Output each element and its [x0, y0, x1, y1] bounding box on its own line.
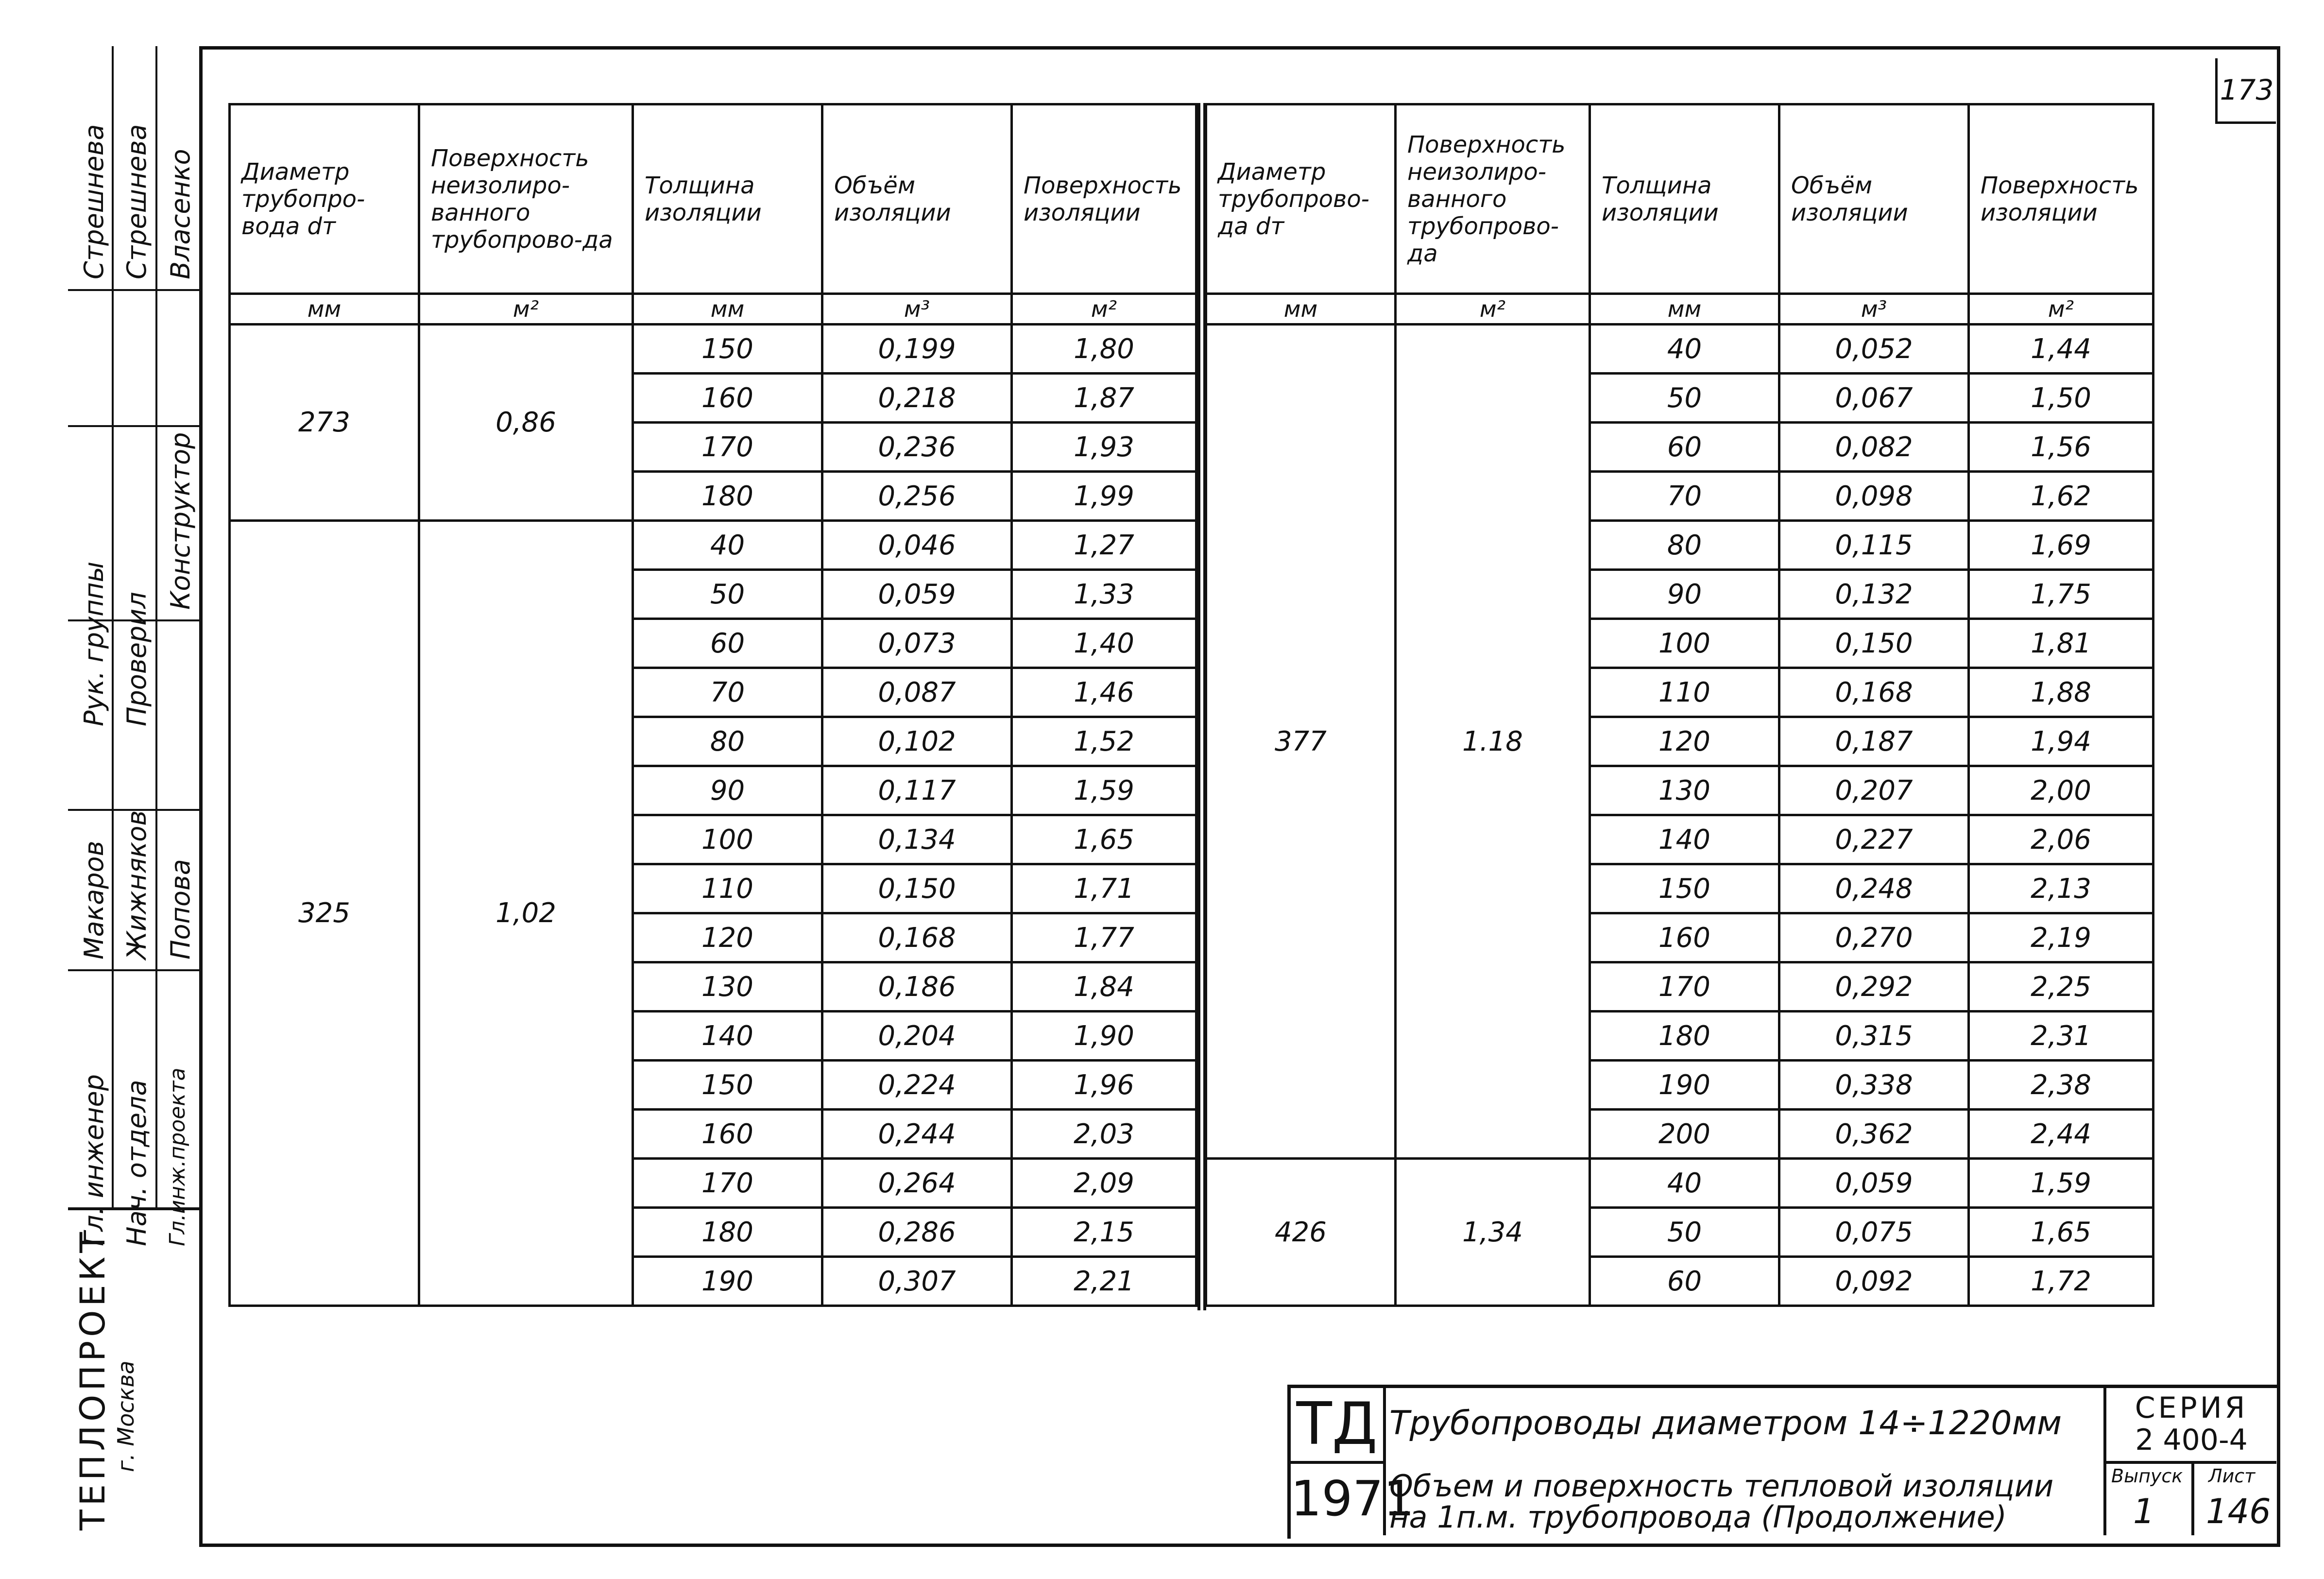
insulation-surface-cell: 1,80	[1012, 325, 1196, 374]
table-row	[230, 325, 1196, 374]
insulation-surface-cell: 1,56	[1969, 423, 2153, 472]
volume-cell: 0,059	[822, 570, 1012, 619]
insulation-surface-cell: 1,94	[1969, 717, 2153, 766]
thickness-cell: 80	[633, 717, 822, 766]
unit-cell: м²	[1012, 294, 1196, 325]
insulation-surface-cell: 1,46	[1012, 668, 1196, 717]
insulation-surface-cell: 2,25	[1969, 962, 2153, 1012]
org-city: г. Москва	[113, 1360, 139, 1472]
insulation-surface-cell: 1,40	[1012, 619, 1196, 668]
volume-cell: 0,199	[822, 325, 1012, 374]
insulation-surface-cell: 2,06	[1969, 815, 2153, 864]
title-line-3: на 1п.м. трубопровода (Продолжение)	[1389, 1499, 2007, 1535]
insulation-surface-cell: 1,96	[1012, 1061, 1196, 1110]
issue-value: 1	[2133, 1492, 2155, 1531]
stamp-name: Стрешнева	[79, 124, 109, 279]
insulation-table-right	[1205, 103, 2154, 1307]
volume-cell: 0,168	[1779, 668, 1969, 717]
volume-cell: 0,264	[822, 1159, 1012, 1208]
unit-cell: мм	[230, 294, 419, 325]
volume-cell: 0,150	[822, 864, 1012, 913]
volume-cell: 0,338	[1779, 1061, 1969, 1110]
unit-cell: мм	[633, 294, 822, 325]
volume-cell: 0,132	[1779, 570, 1969, 619]
pipe-diameter-cell: 426	[1206, 1159, 1396, 1306]
thickness-cell: 80	[1590, 521, 1779, 570]
insulation-surface-cell: 1,75	[1969, 570, 2153, 619]
series-cell	[2103, 1388, 2276, 1464]
unit-cell: м³	[822, 294, 1012, 325]
thickness-cell: 160	[633, 374, 822, 423]
series-value: 2 400-4	[2135, 1423, 2248, 1457]
volume-cell: 0,082	[1779, 423, 1969, 472]
volume-cell: 0,059	[1779, 1159, 1969, 1208]
volume-cell: 0,186	[822, 962, 1012, 1012]
bare-surface-cell: 1,34	[1396, 1159, 1590, 1306]
thickness-cell: 40	[1590, 325, 1779, 374]
insulation-surface-cell: 1,69	[1969, 521, 2153, 570]
volume-cell: 0,168	[822, 913, 1012, 962]
insulation-surface-cell: 1,65	[1012, 815, 1196, 864]
title-block	[1287, 1385, 2278, 1540]
pipe-diameter-cell: 377	[1206, 325, 1396, 1159]
sheet-value: 146	[2206, 1492, 2271, 1531]
volume-cell: 0,244	[822, 1110, 1012, 1159]
insulation-surface-cell: 1,81	[1969, 619, 2153, 668]
insulation-surface-cell: 1,52	[1012, 717, 1196, 766]
thickness-cell: 100	[633, 815, 822, 864]
stamp-name: Попова	[165, 859, 196, 960]
thickness-cell: 60	[1590, 423, 1779, 472]
volume-cell: 0,307	[822, 1257, 1012, 1306]
unit-cell: м³	[1779, 294, 1969, 325]
volume-cell: 0,117	[822, 766, 1012, 815]
volume-cell: 0,134	[822, 815, 1012, 864]
thickness-cell: 140	[1590, 815, 1779, 864]
thickness-cell: 120	[633, 913, 822, 962]
volume-cell: 0,256	[822, 472, 1012, 521]
insulation-surface-cell: 1,99	[1012, 472, 1196, 521]
stamp-name: Макаров	[79, 841, 109, 960]
volume-cell: 0,046	[822, 521, 1012, 570]
insulation-surface-cell: 1,44	[1969, 325, 2153, 374]
thickness-cell: 180	[633, 472, 822, 521]
volume-cell: 0,102	[822, 717, 1012, 766]
thickness-cell: 60	[1590, 1257, 1779, 1306]
approval-stamp	[68, 46, 202, 1246]
insulation-surface-cell: 1,62	[1969, 472, 2153, 521]
volume-cell: 0,315	[1779, 1012, 1969, 1061]
org-name: ТЕПЛОПРОЕКТ	[73, 1228, 113, 1530]
insulation-surface-cell: 2,21	[1012, 1257, 1196, 1306]
insulation-surface-cell: 2,38	[1969, 1061, 2153, 1110]
thickness-cell: 150	[1590, 864, 1779, 913]
header-thickness: Толщина изоляции	[633, 104, 822, 294]
volume-cell: 0,286	[822, 1208, 1012, 1257]
insulation-surface-cell: 1,77	[1012, 913, 1196, 962]
bare-surface-cell: 1,02	[419, 521, 633, 1306]
insulation-surface-cell: 2,13	[1969, 864, 2153, 913]
unit-cell: м²	[1969, 294, 2153, 325]
stamp-role: Рук. группы	[79, 561, 109, 726]
volume-cell: 0,227	[1779, 815, 1969, 864]
insulation-surface-cell: 1,59	[1969, 1159, 2153, 1208]
thickness-cell: 70	[1590, 472, 1779, 521]
stamp-name: Власенко	[165, 149, 196, 279]
thickness-cell: 50	[1590, 1208, 1779, 1257]
thickness-cell: 170	[633, 423, 822, 472]
insulation-surface-cell: 1,50	[1969, 374, 2153, 423]
table-row	[1206, 1159, 2153, 1208]
volume-cell: 0,098	[1779, 472, 1969, 521]
insulation-surface-cell: 2,31	[1969, 1012, 2153, 1061]
sheet-label: Лист	[2208, 1465, 2256, 1487]
volume-cell: 0,087	[822, 668, 1012, 717]
stamp-name: Стрешнева	[121, 124, 152, 279]
volume-cell: 0,115	[1779, 521, 1969, 570]
insulation-surface-cell: 1,90	[1012, 1012, 1196, 1061]
thickness-cell: 170	[1590, 962, 1779, 1012]
stamp-role: Гл.инж.проекта	[165, 1067, 190, 1246]
thickness-cell: 50	[633, 570, 822, 619]
stamp-role: Проверил	[121, 592, 152, 726]
insulation-surface-cell: 2,03	[1012, 1110, 1196, 1159]
header-diameter: Диаметр трубопро-вода dт	[230, 104, 419, 294]
thickness-cell: 100	[1590, 619, 1779, 668]
header-insulation-surface: Поверхность изоляции	[1969, 104, 2153, 294]
insulation-surface-cell: 1,27	[1012, 521, 1196, 570]
thickness-cell: 190	[1590, 1061, 1779, 1110]
header-volume: Объём изоляции	[822, 104, 1012, 294]
header-thickness: Толщина изоляции	[1590, 104, 1779, 294]
volume-cell: 0,292	[1779, 962, 1969, 1012]
insulation-surface-cell: 2,09	[1012, 1159, 1196, 1208]
insulation-surface-cell: 2,00	[1969, 766, 2153, 815]
volume-cell: 0,270	[1779, 913, 1969, 962]
thickness-cell: 50	[1590, 374, 1779, 423]
insulation-surface-cell: 2,19	[1969, 913, 2153, 962]
thickness-cell: 110	[1590, 668, 1779, 717]
volume-cell: 0,218	[822, 374, 1012, 423]
insulation-surface-cell: 1,59	[1012, 766, 1196, 815]
stamp-role: Нач. отдела	[121, 1080, 152, 1246]
page-number: 173	[2215, 58, 2276, 124]
volume-cell: 0,207	[1779, 766, 1969, 815]
header-volume: Объём изоляции	[1779, 104, 1969, 294]
thickness-cell: 150	[633, 325, 822, 374]
thickness-cell: 160	[1590, 913, 1779, 962]
thickness-cell: 40	[633, 521, 822, 570]
thickness-cell: 60	[633, 619, 822, 668]
volume-cell: 0,073	[822, 619, 1012, 668]
drawing-mark: ТД	[1291, 1388, 1386, 1464]
volume-cell: 0,092	[1779, 1257, 1969, 1306]
title-line-2: Объем и поверхность тепловой изоляции	[1389, 1468, 2054, 1504]
thickness-cell: 200	[1590, 1110, 1779, 1159]
insulation-surface-cell: 1,65	[1969, 1208, 2153, 1257]
issue-label: Выпуск	[2111, 1465, 2183, 1487]
stamp-name: Жижняков	[121, 810, 152, 960]
insulation-surface-cell: 1,72	[1969, 1257, 2153, 1306]
series-label: СЕРИЯ	[2135, 1391, 2248, 1425]
unit-cell: мм	[1590, 294, 1779, 325]
thickness-cell: 160	[633, 1110, 822, 1159]
volume-cell: 0,075	[1779, 1208, 1969, 1257]
bare-surface-cell: 1.18	[1396, 325, 1590, 1159]
volume-cell: 0,150	[1779, 619, 1969, 668]
thickness-cell: 130	[633, 962, 822, 1012]
bare-surface-cell: 0,86	[419, 325, 633, 521]
pipe-diameter-cell: 325	[230, 521, 419, 1306]
thickness-cell: 90	[633, 766, 822, 815]
insulation-surface-cell: 1,33	[1012, 570, 1196, 619]
thickness-cell: 190	[633, 1257, 822, 1306]
stamp-role: Конструктор	[165, 432, 196, 610]
thickness-cell: 170	[633, 1159, 822, 1208]
pipe-diameter-cell: 273	[230, 325, 419, 521]
thickness-cell: 150	[633, 1061, 822, 1110]
volume-cell: 0,248	[1779, 864, 1969, 913]
thickness-cell: 130	[1590, 766, 1779, 815]
header-bare-surface: Поверхность неизолиро-ванного трубопрово-да	[1396, 104, 1590, 294]
insulation-surface-cell: 1,93	[1012, 423, 1196, 472]
volume-cell: 0,052	[1779, 325, 1969, 374]
insulation-surface-cell: 2,44	[1969, 1110, 2153, 1159]
thickness-cell: 70	[633, 668, 822, 717]
thickness-cell: 180	[633, 1208, 822, 1257]
volume-cell: 0,067	[1779, 374, 1969, 423]
volume-cell: 0,236	[822, 423, 1012, 472]
volume-cell: 0,204	[822, 1012, 1012, 1061]
thickness-cell: 140	[633, 1012, 822, 1061]
insulation-surface-cell: 1,87	[1012, 374, 1196, 423]
table-row	[230, 521, 1196, 570]
header-insulation-surface: Поверхность изоляции	[1012, 104, 1196, 294]
volume-cell: 0,187	[1779, 717, 1969, 766]
insulation-surface-cell: 2,15	[1012, 1208, 1196, 1257]
thickness-cell: 110	[633, 864, 822, 913]
issue-cell	[2103, 1462, 2276, 1535]
insulation-surface-cell: 1,71	[1012, 864, 1196, 913]
thickness-cell: 40	[1590, 1159, 1779, 1208]
unit-cell: м²	[419, 294, 633, 325]
header-diameter: Диаметр трубопрово-да dт	[1206, 104, 1396, 294]
thickness-cell: 180	[1590, 1012, 1779, 1061]
drawing-year: 1971	[1291, 1462, 1386, 1535]
insulation-table-left	[228, 103, 1197, 1307]
header-bare-surface: Поверхность неизолиро-ванного трубопрово-да	[419, 104, 633, 294]
insulation-surface-cell: 1,84	[1012, 962, 1196, 1012]
unit-cell: мм	[1206, 294, 1396, 325]
insulation-surface-cell: 1,88	[1969, 668, 2153, 717]
table-row	[1206, 325, 2153, 374]
title-line-1: Трубопроводы диаметром 14÷1220мм	[1389, 1404, 2062, 1442]
thickness-cell: 90	[1590, 570, 1779, 619]
unit-cell: м²	[1396, 294, 1590, 325]
stamp-role: Гл. инженер	[79, 1074, 109, 1246]
organization-label	[73, 1228, 139, 1530]
thickness-cell: 120	[1590, 717, 1779, 766]
volume-cell: 0,362	[1779, 1110, 1969, 1159]
volume-cell: 0,224	[822, 1061, 1012, 1110]
